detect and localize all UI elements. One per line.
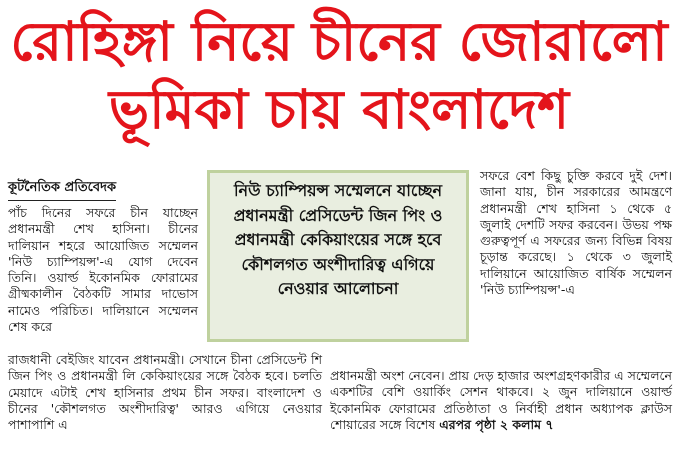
article-paragraph: সফরে বেশ কিছু চুক্তি করবে দুই দেশ। জানা যায়, চীন সরকারের আমন্ত্রণে প্রধানমন্ত্রী শেখ হাসিনা ১ থেকে ৫ জুলাই দেশটি সফর করবেন। উভয় পক্ষ গুরুত্বপূর্ণ এ সফরের জন্য বিভিন্ন বিষয় চূড়ান্ত করেছে। ১ থেকে ৩ জুলাই দালিয়ানে আয়োজিত বার্ষিক সম্মেলন 'নিউ চ্যাম্পিয়ন্স'-এ — [480, 168, 672, 298]
article-column-bottom-right — [330, 368, 672, 433]
article-column-right — [480, 168, 672, 298]
article-paragraph-text: প্রধানমন্ত্রী অংশ নেবেন। প্রায় দেড় হাজার অংশগ্রহণকারীর এ সম্মেলনে একশটির বেশি ওয়ার্কিং সেশন থাকবে। ২ জুন দালিয়ানে ওয়ার্ল্ড ইকোনমিক ফোরামের প্রতিষ্ঠাতা ও নির্বাহী প্রধান অধ্যাপক ক্লাউস শোয়ারের সঙ্গে বিশেষ — [330, 368, 672, 432]
article-paragraph: রাজধানী বেইজিং যাবেন প্রধানমন্ত্রী। সেখানে চীনা প্রেসিডেন্ট শি জিন পিং ও প্রধানমন্ত্রী লি কেকিয়াংয়ের সঙ্গে বৈঠক হবে। চলতি মেয়াদে এটাই শেখ হাসিনার প্রথম চীন সফর। বাংলাদেশ ও চীনের 'কৌশলগত অংশীদারিত্ব' আরও এগিয়ে নেওয়ার পাশাপাশি এ — [8, 352, 322, 433]
article-column-bottom-left — [8, 352, 322, 433]
byline: কূটনৈতিক প্রতিবেদক — [8, 178, 116, 201]
continued-jump-line[interactable]: এরপর পৃষ্ঠা ২ কলাম ৭ — [439, 416, 554, 432]
headline-line-1: রোহিঙ্গা নিয়ে চীনের জোরালো — [10, 10, 668, 73]
article-column-left — [8, 205, 198, 335]
headline-line-2: ভূমিকা চায় বাংলাদেশ — [108, 78, 570, 141]
article-paragraph — [330, 368, 672, 433]
pull-quote — [207, 170, 469, 342]
article-paragraph: পাঁচ দিনের সফরে চীন যাচ্ছেন প্রধানমন্ত্রী শেখ হাসিনা। চীনের দালিয়ান শহরে আয়োজিত সম্মেলন 'নিউ চ্যাম্পিয়ন্স'-এ যোগ দেবেন তিনি। ওয়ার্ল্ড ইকোনমিক ফোরামের গ্রীষ্মকালীন বৈঠকটি সামার দাভোস নামেও পরিচিত। দালিয়ানে সম্মেলন শেষ করে — [8, 205, 198, 335]
headline — [0, 0, 678, 150]
pull-quote-text: নিউ চ্যাম্পিয়ন্স সম্মেলনে যাচ্ছেন প্রধানমন্ত্রী প্রেসিডেন্ট জিন পিং ও প্রধানমন্ত্রী কেকিয়াংয়ের সঙ্গে হবে কৌশলগত অংশীদারিত্ব এগিয়ে নেওয়ার আলোচনা — [233, 181, 443, 298]
